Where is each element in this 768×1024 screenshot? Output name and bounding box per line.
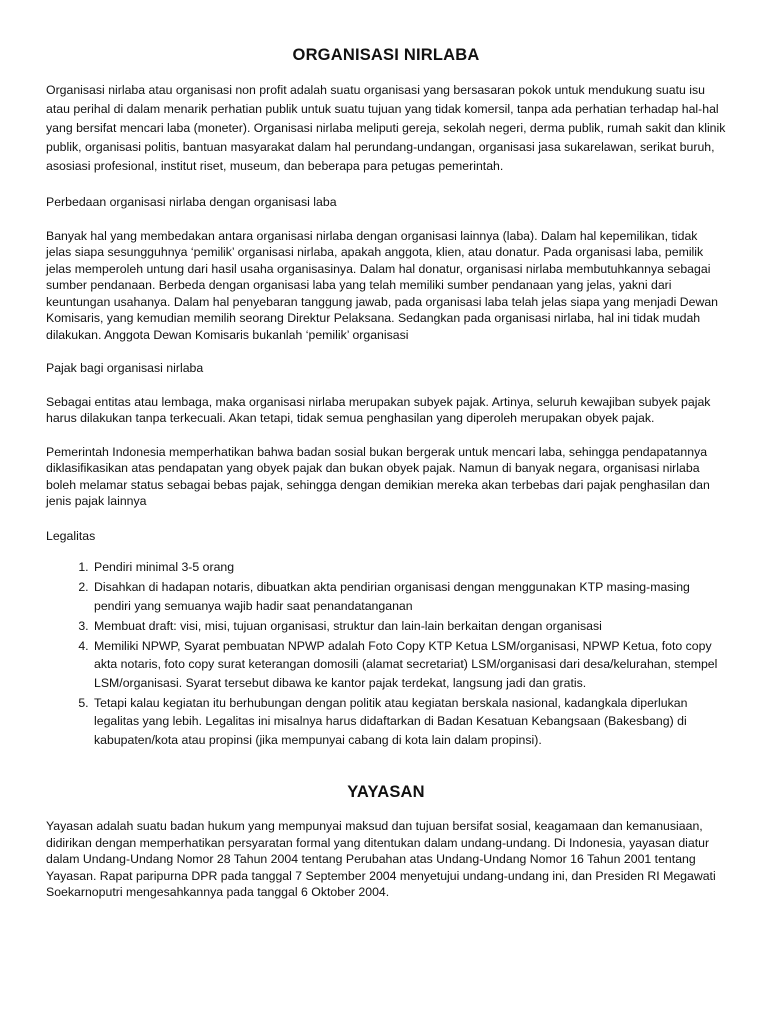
list-item: 5. Tetapi kalau kegiatan itu berhubungan dengan politik atau kegiatan berskala nasional, kadangkala diperlukan legalitas yang lebih. Legalitas ini misalnya harus didaftarkan di Badan Kesatuan Kebangsaan (Bakesbang) di kabupaten/kota atau propinsi (jika mempunyai cabang di kota lain dalam propinsi).: [92, 694, 726, 750]
list-item: 2. Disahkan di hadapan notaris, dibuatkan akta pendirian organisasi dengan menggunakan KTP masing-masing pendiri yang semuanya wajib hadir saat penandatanganan: [92, 578, 726, 615]
heading-perbedaan: Perbedaan organisasi nirlaba dengan organisasi laba: [46, 195, 337, 209]
perbedaan-paragraph: Banyak hal yang membedakan antara organisasi nirlaba dengan organisasi lainnya (laba). Dalam hal kepemilikan, tidak jelas siapa sesungguhnya ‘pemilik’ organisasi nirlaba, apakah anggota, klien, atau donatur. Pada organisasi laba, pemilik jelas memperoleh untung dari hasil usaha organisasinya. Dalam hal donatur, organisasi nirlaba membutuhkannya sebagai sumber pendanaan. Berbeda dengan organisasi laba yang telah memiliki sumber pendanaan yang jelas, yakni dari keuntungan usahanya. Dalam hal penyebaran tanggung jawab, pada organisasi laba telah jelas siapa yang menjadi Dewan Komisaris, yang kemudian memilih seorang Direktur Pelaksana. Sedangkan pada organisasi nirlaba, hal ini tidak mudah dilakukan. Anggota Dewan Komisaris bukanlah ‘pemilik’ organisasi: [46, 228, 719, 342]
section-title-yayasan: YAYASAN: [347, 783, 425, 801]
section-title-organisasi-nirlaba: ORGANISASI NIRLABA: [292, 46, 480, 64]
document-page: [46, 0, 726, 901]
list-item: 1. Pendiri minimal 3-5 orang: [92, 558, 726, 577]
pajak-paragraph-2: Pemerintah Indonesia memperhatikan bahwa badan sosial bukan bergerak untuk mencari laba, sehingga pendapatannya diklasifikasikan atas pendapatan yang obyek pajak dan bukan obyek pajak. Namun di banyak negara, organisasi nirlaba boleh melamar status sebagai bebas pajak, sehingga dengan demikian mereka akan terbebas dari pajak penghasilan dan jenis pajak lainnya: [46, 444, 710, 508]
list-item: 4. Memiliki NPWP, Syarat pembuatan NPWP adalah Foto Copy KTP Ketua LSM/organisasi, NPWP Ketua, foto copy akta notaris, foto copy surat keterangan domosili (alamat secretariat) LSM/organisasi dari desa/kelurahan, stempel LSM/organisasi. Syarat tersebut dibawa ke kantor pajak terdekat, langsung jadi dan gratis.: [92, 637, 726, 693]
heading-pajak: Pajak bagi organisasi nirlaba: [46, 361, 204, 375]
legalitas-list: [46, 558, 726, 749]
pajak-paragraph-1: Sebagai entitas atau lembaga, maka organisasi nirlaba merupakan subyek pajak. Artinya, seluruh kewajiban subyek pajak harus dilakukan tanpa terkecuali. Akan tetapi, tidak semua penghasilan yang diperoleh merupakan obyek pajak.: [46, 394, 711, 425]
heading-legalitas: Legalitas: [46, 528, 96, 543]
intro-paragraph: Organisasi nirlaba atau organisasi non profit adalah suatu organisasi yang bersasaran pokok untuk mendukung suatu isu atau perihal di dalam menarik perhatian publik untuk suatu tujuan yang tidak komersil, tanpa ada perhatian terhadap hal-hal yang bersifat mencari laba (moneter). Organisasi nirlaba meliputi gereja, sekolah negeri, derma publik, rumah sakit dan klinik publik, organisasi politis, bantuan masyarakat dalam hal perundang-undangan, organisasi jasa sukarelawan, serikat buruh, asosiasi profesional, institut riset, museum, dan beberapa para petugas pemerintah.: [46, 83, 726, 173]
yayasan-paragraph: Yayasan adalah suatu badan hukum yang mempunyai maksud dan tujuan bersifat sosial, keagamaan dan kemanusiaan, didirikan dengan memperhatikan persyaratan formal yang ditentukan dalam undang-undang. Di Indonesia, yayasan diatur dalam Undang-Undang Nomor 28 Tahun 2004 tentang Perubahan atas Undang-Undang Nomor 16 Tahun 2001 tentang Yayasan. Rapat paripurna DPR pada tanggal 7 September 2004 menyetujui undang-undang ini, dan Presiden RI Megawati Soekarnoputri mengesahkannya pada tanggal 6 Oktober 2004.: [46, 819, 716, 899]
list-item: 3. Membuat draft: visi, misi, tujuan organisasi, struktur dan lain-lain berkaitan dengan organisasi: [92, 617, 726, 636]
